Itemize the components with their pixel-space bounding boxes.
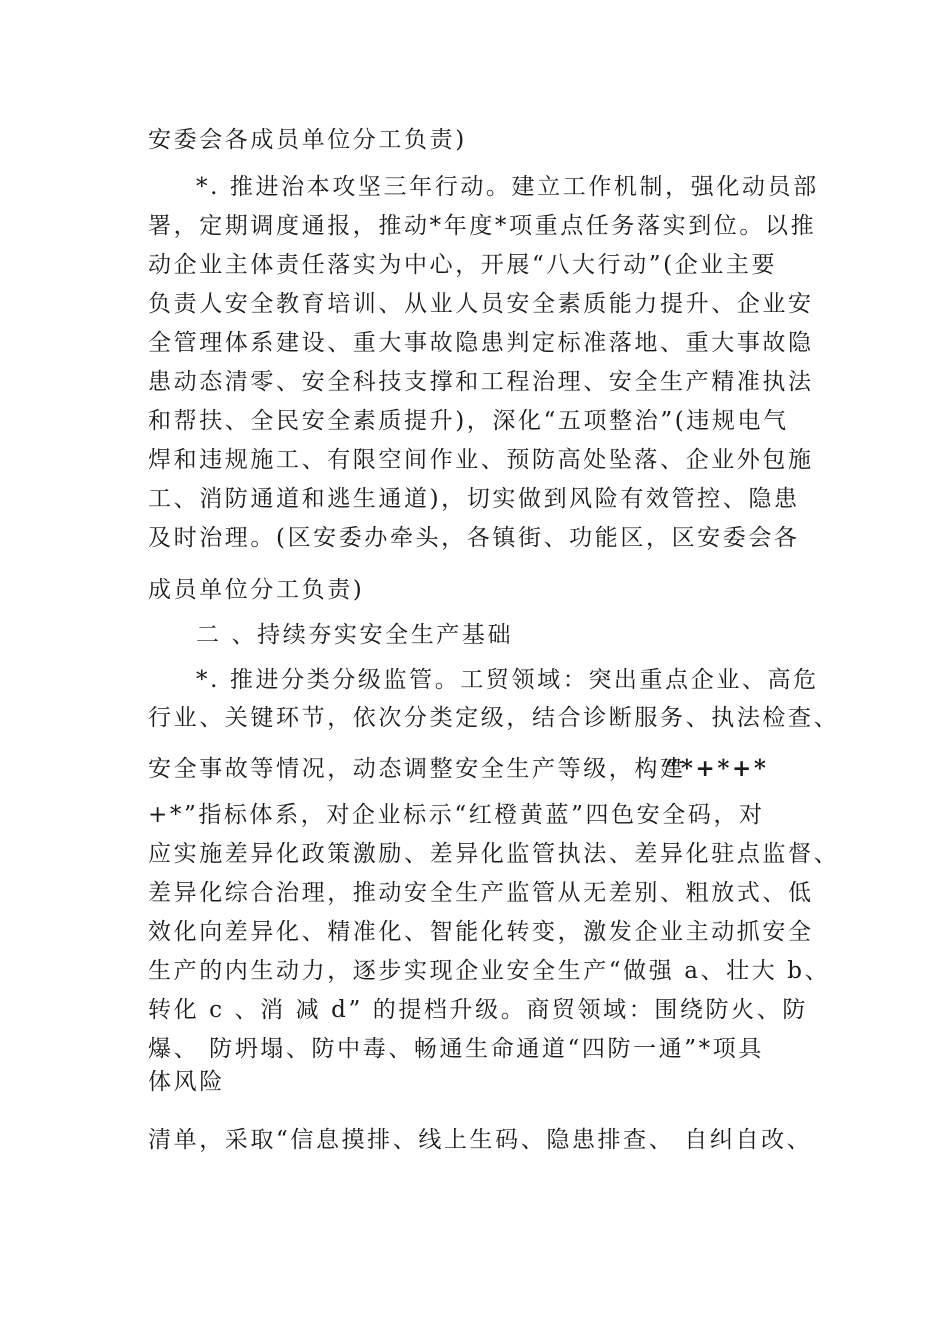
section-heading: 二 、持续夯实安全生产基础 bbox=[196, 622, 514, 648]
text-line: 爆、 防坍塌、防中毒、畅通生命通道“四防一通”*项具 bbox=[148, 1036, 764, 1062]
text-line: 和帮扶、全民安全素质提升)，深化“五项整治”(违规电气 bbox=[148, 408, 789, 434]
text-line: 患动态清零、安全科技支撑和工程治理、安全生产精准执法 bbox=[148, 369, 814, 395]
text-line: 成员单位分工负责) bbox=[148, 577, 365, 603]
text-line: 行业、关键环节，依次分类定级，结合诊断服务、执法检查、 bbox=[148, 705, 840, 731]
text-line: 及时治理。(区安委办牵头，各镇街、功能区，区安委会各 bbox=[148, 525, 800, 551]
text-line: 转化 c 、消 减 d” 的提档升级。商贸领域：围绕防火、防 bbox=[148, 997, 808, 1023]
text-line: 差异化综合治理，推动安全生产监管从无差别、粗放式、低 bbox=[148, 880, 814, 906]
text-line: 安全事故等情况，动态调整安全生产等级，构建 bbox=[148, 756, 686, 782]
text-line: 应实施差异化政策激励、差异化监管执法、差异化驻点监督、 bbox=[148, 841, 840, 867]
text-line: 动企业主体责任落实为中心，开展“八大行动”(企业主要 bbox=[148, 252, 778, 278]
formula-text: “*+*+* bbox=[665, 755, 769, 782]
text-line: 体风险 bbox=[148, 1069, 225, 1095]
text-line: 负责人安全教育培训、从业人员安全素质能力提升、企业安 bbox=[148, 291, 814, 317]
text-line: 效化向差异化、精准化、智能化转变，激发企业主动抓安全 bbox=[148, 919, 814, 945]
text-line: 清单，采取“信息摸排、线上生码、隐患排查、 自纠自改、 bbox=[148, 1127, 813, 1153]
text-line: +*”指标体系，对企业标示“红橙黄蓝”四色安全码，对 bbox=[148, 802, 765, 828]
text-line: 生产的内生动力，逐步实现企业安全生产“做强 a、壮大 b、 bbox=[148, 958, 831, 984]
text-line: *. 推进分类分级监管。工贸领域：突出重点企业、高危 bbox=[196, 667, 819, 693]
text-line: 全管理体系建设、重大事故隐患判定标准落地、重大事故隐 bbox=[148, 330, 814, 356]
text-line: 署，定期调度通报，推动*年度*项重点任务落实到位。以推 bbox=[148, 213, 817, 239]
text-line: 工、消防通道和逃生通道)，切实做到风险有效管控、隐患 bbox=[148, 486, 800, 512]
text-line: 焊和违规施工、有限空间作业、预防高处坠落、企业外包施 bbox=[148, 447, 814, 473]
text-line: 安委会各成员单位分工负责) bbox=[148, 127, 467, 153]
text-line: *. 推进治本攻坚三年行动。建立工作机制，强化动员部 bbox=[196, 174, 819, 200]
